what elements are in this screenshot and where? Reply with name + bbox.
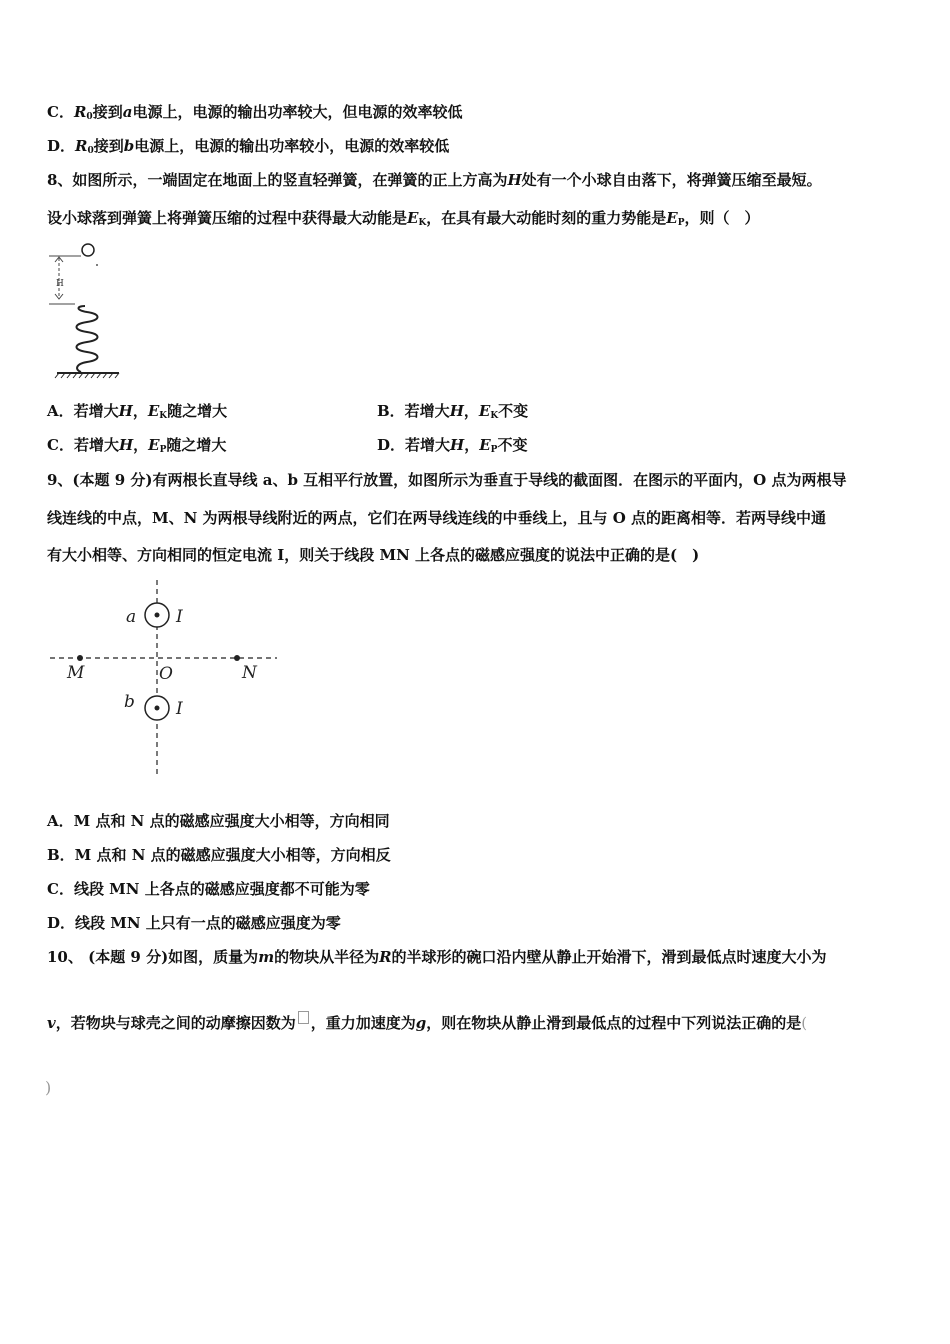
label-i-top: I	[176, 607, 183, 627]
q8-option-d: D．若增大H，$E_P$不变	[377, 436, 528, 455]
q9-stem-line2: 线连线的中点，M、N 为两根导线附近的两点，它们在两导线连线的中垂线上，且与 O 点的距离相等．若两导线中通	[47, 509, 827, 527]
q7-option-d: D．$R_0$接到b电源上，电源的输出功率较小，电源的效率较低	[47, 137, 450, 156]
missing-symbol-box	[298, 1011, 309, 1024]
wires-figure	[45, 575, 285, 780]
q9-stem-line1: 9、(本题 9 分)有两根长直导线 a、b 互相平行放置，如图所示为垂直于导线的截面图．在图示的平面内，O 点为两根导	[47, 471, 847, 489]
q7-option-c: C．$R_0$接到a电源上，电源的输出功率较大，但电源的效率较低	[47, 103, 463, 122]
height-label: H	[56, 279, 64, 289]
wire-a-dot	[155, 613, 160, 618]
q10-stem-line1: 10、 (本题 9 分)如图，质量为m的物块从半径为R的半球形的碗口沿内壁从静止开始滑下，滑到最低点时速度大小为	[47, 948, 827, 966]
point-m	[77, 655, 83, 661]
label-i-bottom: I	[176, 699, 183, 719]
label-m: M	[67, 663, 85, 683]
q10-stem-line2: v，若物块与球壳之间的动摩擦因数为 ，重力加速度为g，则在物块从静止滑到最低点的过程中下列说法正确的是(	[47, 1011, 807, 1033]
q9-stem-line3: 有大小相等、方向相同的恒定电流 I，则关于线段 MN 上各点的磁感应强度的说法中正确的是( )	[47, 546, 700, 564]
q9-option-a: A．M 点和 N 点的磁感应强度大小相等，方向相同	[47, 812, 390, 830]
q9-option-b: B．M 点和 N 点的磁感应强度大小相等，方向相反	[47, 846, 391, 864]
label-a: a	[126, 607, 137, 627]
spring-ball-figure	[45, 240, 125, 380]
point-n	[234, 655, 240, 661]
close-paren: )	[45, 1078, 52, 1097]
label-n: N	[242, 663, 257, 683]
spring	[77, 306, 98, 372]
q9-option-c: C．线段 MN 上各点的磁感应强度都不可能为零	[47, 880, 370, 898]
q8-stem-line2: 设小球落到弹簧上将弹簧压缩的过程中获得最大动能是$E_K$，在具有最大动能时刻的重力势能是$E_P$，则（ ）	[47, 209, 760, 228]
q8-option-a: A．若增大H，$E_K$随之增大	[47, 402, 228, 421]
q8-stem-line1: 8、如图所示，一端固定在地面上的竖直轻弹簧，在弹簧的正上方高为H处有一个小球自由落下，将弹簧压缩至最短。	[47, 171, 822, 189]
q9-option-d: D．线段 MN 上只有一点的磁感应强度为零	[47, 914, 341, 932]
wire-b-dot	[155, 706, 160, 711]
label-o: O	[159, 664, 173, 684]
ball-dot	[96, 264, 98, 266]
open-paren: (	[801, 1014, 808, 1032]
q8-option-b: B．若增大H，$E_K$不变	[377, 402, 529, 421]
ball	[82, 244, 94, 256]
q8-option-c: C．若增大H，$E_P$随之增大	[47, 436, 227, 455]
label-b: b	[124, 692, 135, 712]
